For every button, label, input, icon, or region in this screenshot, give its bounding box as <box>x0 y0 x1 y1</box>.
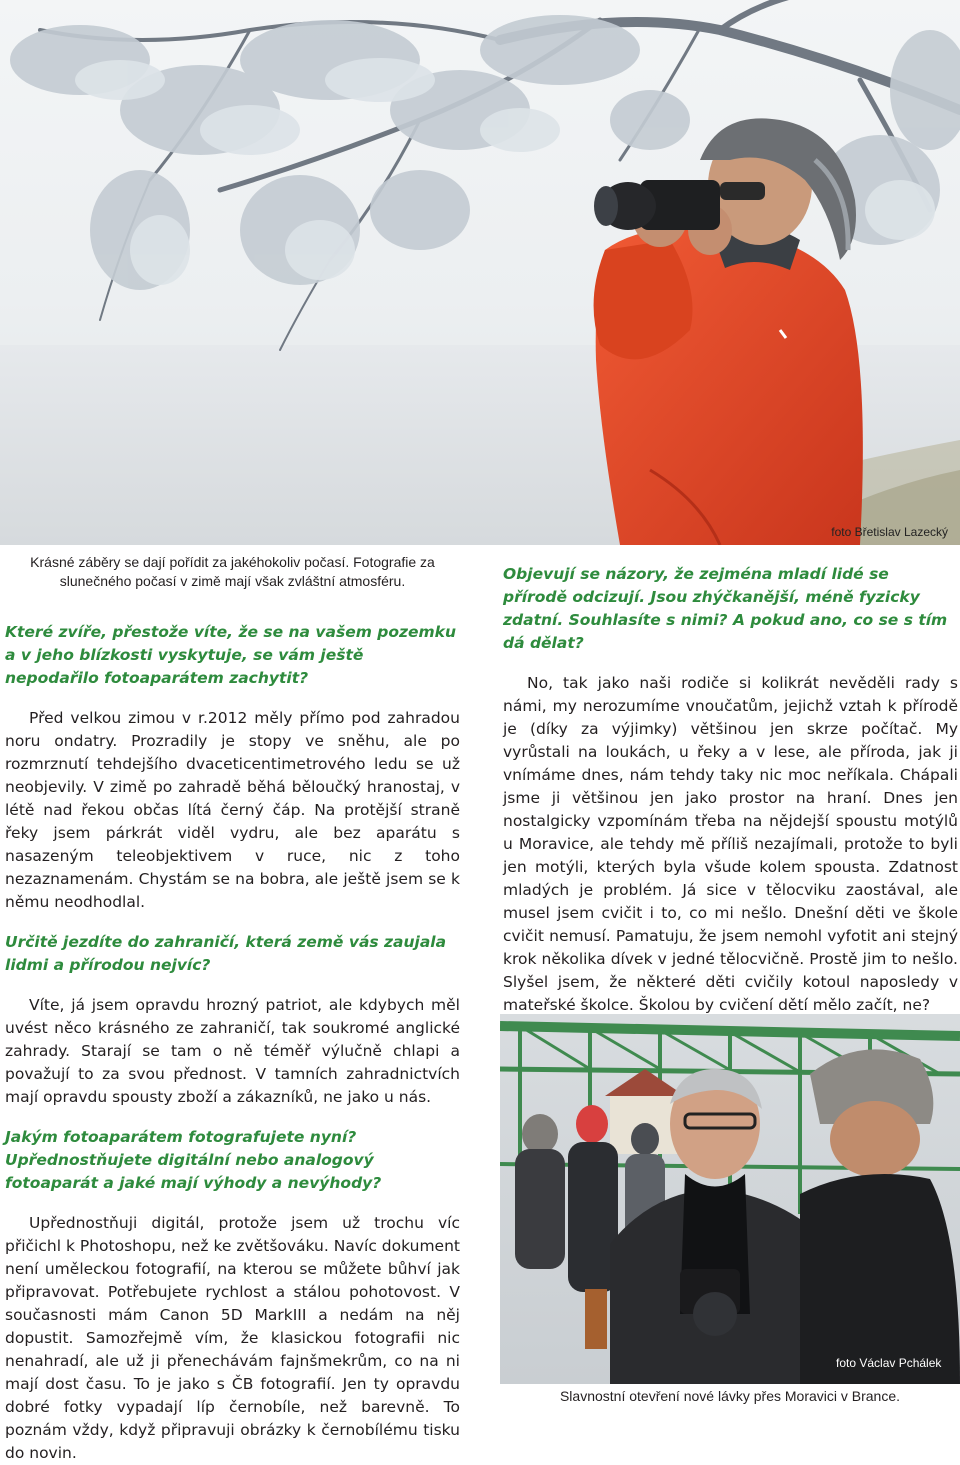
winter-photographer-image <box>0 0 960 545</box>
question-abroad: Určitě jezdíte do zahraničí, která země vás zaujala lidmi a přírodou nejvíc? <box>5 933 447 974</box>
question-animal: Které zvíře, přestože víte, že se na vašem pozemku a v jeho blízkosti vyskytuje, se vám ještě nepodařilo fotoaparátem zachytit? <box>5 623 457 687</box>
top-photo-credit: foto Břetislav Lazecký <box>831 525 948 539</box>
top-photo-caption: Krásné záběry se dají pořídit za jakéhokoliv počasí. Fotografie za slunečného počasí v zimě mají však zvláštní atmosféru. <box>30 554 435 589</box>
bridge-opening-image <box>500 1014 960 1384</box>
left-column <box>5 553 460 1465</box>
question-youth: Objevují se názory, že zejména mladí lidé se přírodě odcizují. Jsou zhýčkanější, méně fyzicky zdatní. Souhlasíte s nimi? A pokud ano, co se s tím dá dělat? <box>503 565 948 652</box>
bottom-photo-opening <box>500 1014 960 1384</box>
answer-youth: No, tak jako naši rodiče si kolikrát nevěděli rady s námi, my nerozumíme vnoučatům, jejichž vztah k přírodě je (díky za výjimky) většinou jen skrze počítač. My vyrůstali na loukách, u řeky a v lese, ale příroda, jak ji vnímáme dnes, nám tehdy taky nic moc neříkala. Chápali jsme ji většinou jen jako prostor na hraní. Dnes jen nostalgicky vzpomínám třeba na nějdejší spoustu motýlů u Moravice, ale tehdy mě příliš nezajímali, protože to byli jen motýli, kterých byla všude kolem spousta. Zdatnost mladých je problém. Já sice v tělocviku zaostával, ale musel jsem cvičit i to, co mi nešlo. Dnešní děti ve škole cvičit nemusí. Pamatuju, že jsem nemohl vyfotit ani stejný krok několika dívek v jedné tělocvičně. Prostě jim to nešlo. Slyšel jsem, že některé děti cvičily kotoul naposledy v mateřské školce. Školou by cvičení dětí mělo začít, ne? <box>503 674 958 1014</box>
right-column <box>503 563 958 1017</box>
answer-abroad: Víte, já jsem opravdu hrozný patriot, ale kdybych měl uvést něco krásného ze zahraničí, tak soukromé anglické zahrady. Starají se tam o ně téměř výlučně chlapi a považují to za svou přednost. V tamních zahradnictvích mají opravdu spousty zboží a zákazníků, ne jako u nás. <box>5 996 460 1106</box>
answer-camera: Upřednostňuji digitál, protože jsem už trochu víc přičichl k Photoshopu, než ke zvětšováku. Navíc dokument není uměleckou fotografií, na kterou se můžete bůhví jak připravovat. Potřebujete rychlost a stálou pohotovost. V současnosti mám Canon 5D MarkIII a nedám na něj dopustit. Samozřejmě vím, že klasickou fotografii nic nenahradí, ale už ji přenechávám fajnšmekrům, co na ni mají dost času. To je jako s ČB fotografií. Jen ty opravdu dobré fotky vypadají líp černobíle, než barevně. To poznám vždy, když připravuji obrázky k černobílému tisku do novin. <box>5 1214 460 1462</box>
bottom-photo-caption: Slavnostní otevření nové lávky přes Moravici v Brance. <box>559 1388 901 1404</box>
question-camera: Jakým fotoaparátem fotografujete nyní? Upřednostňujete digitální nebo analogový fotoaparát a jaké mají výhody a nevýhody? <box>5 1128 382 1192</box>
answer-animal: Před velkou zimou v r.2012 měly přímo pod zahradou noru ondatry. Prozradily je stopy ve sněhu, ale po rozmrznutí tehdejšího dvaceticentimetrového ledu se už neobjevily. V zimě po zahradě běhá běloučký hranostaj, v létě nad řekou občas lítá černý čáp. Na protější straně řeky jsem párkrát viděl vydru, ale bez aparátu s nasazeným teleobjektivem v ruce, nic z toho nezaznamenám. Chystám se na bobra, ale ještě jsem se k němu neodhodlal. <box>5 709 460 911</box>
bottom-photo-credit: foto Václav Pchálek <box>836 1356 942 1370</box>
top-photo-photographer <box>0 0 960 545</box>
